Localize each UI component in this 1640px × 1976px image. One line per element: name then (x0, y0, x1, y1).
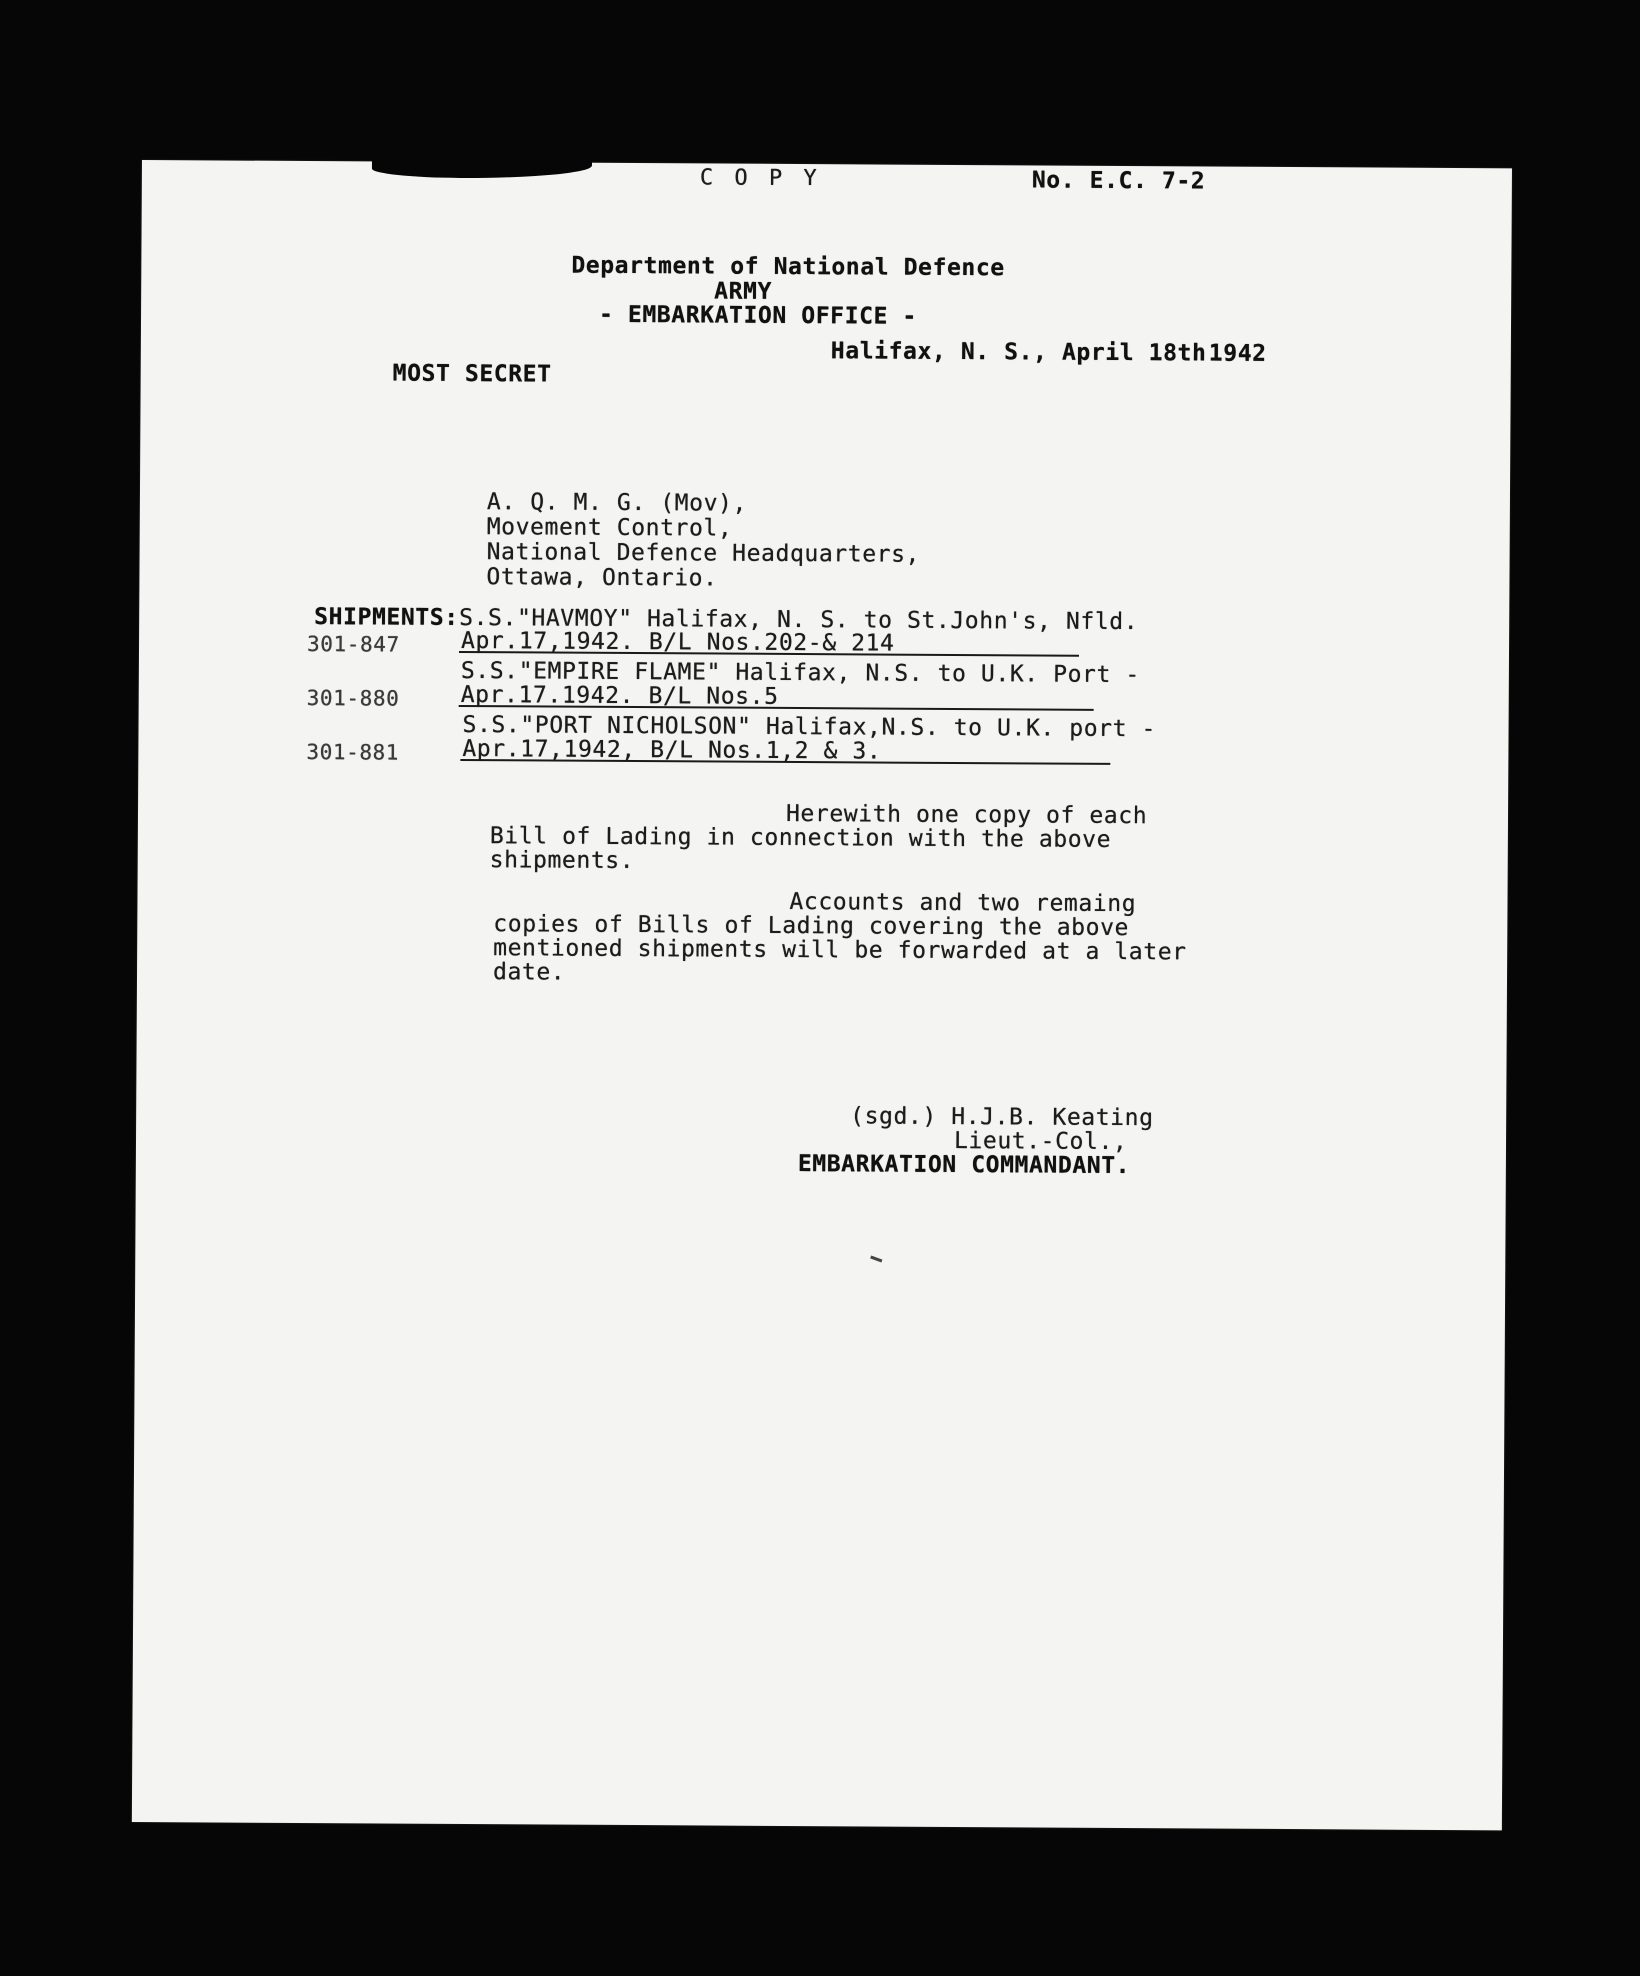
shipments-label: SHIPMENTS: (314, 604, 459, 631)
shipment-line: Apr.17.1942. B/L Nos.5 (460, 681, 779, 710)
addressee-line: National Defence Headquarters, (486, 539, 921, 568)
classification-marking: MOST SECRET (392, 360, 552, 388)
body-line: Bill of Lading in connection with the above (489, 823, 1112, 853)
reference-number: No. E.C. 7-2 (1031, 167, 1206, 195)
date-year: 1942 (1208, 340, 1267, 367)
letterhead-office: - EMBARKATION OFFICE - (598, 301, 917, 330)
body-line: shipments. (489, 847, 635, 875)
document-page (132, 160, 1512, 1830)
signature-rank: Lieut.-Col., (953, 1127, 1128, 1156)
shipment-line: Apr.17,1942, B/L Nos.1,2 & 3. (462, 735, 882, 765)
shipment-line: S.S."HAVMOY" Halifax, N. S. to St.John's, Nfld. (459, 604, 1139, 636)
copy-label: C O P Y (699, 165, 821, 192)
shipment-file-number: 301-881 (306, 740, 400, 765)
addressee-line: A. Q. M. G. (Mov), (486, 489, 748, 517)
shipment-line: S.S."EMPIRE FLAME" Halifax, N.S. to U.K. Port - (460, 657, 1140, 689)
addressee-line: Movement Control, (486, 514, 733, 542)
body-line: Herewith one copy of each (785, 800, 1148, 830)
body-line: mentioned shipments will be forwarded at a later (493, 935, 1187, 966)
body-line: Accounts and two remaing (789, 888, 1137, 918)
letterhead-branch: ARMY (714, 278, 773, 305)
shipment-file-number: 301-880 (306, 686, 400, 711)
place-date: Halifax, N. S., April 18th (830, 338, 1207, 367)
body-line: copies of Bills of Lading covering the above (493, 911, 1130, 942)
letterhead-department: Department of National Defence (571, 252, 1005, 282)
body-line: date. (492, 959, 566, 986)
shipment-line: Apr.17,1942. B/L Nos.202-& 214 (460, 627, 895, 657)
addressee-line: Ottawa, Ontario. (486, 564, 718, 592)
shipment-file-number: 301-847 (306, 632, 400, 657)
shipment-line: S.S."PORT NICHOLSON" Halifax,N.S. to U.K. port - (462, 711, 1157, 743)
stray-mark (870, 1256, 882, 1263)
signature-name: (sgd.) H.J.B. Keating (850, 1103, 1154, 1132)
signature-title: EMBARKATION COMMANDANT. (797, 1151, 1131, 1180)
